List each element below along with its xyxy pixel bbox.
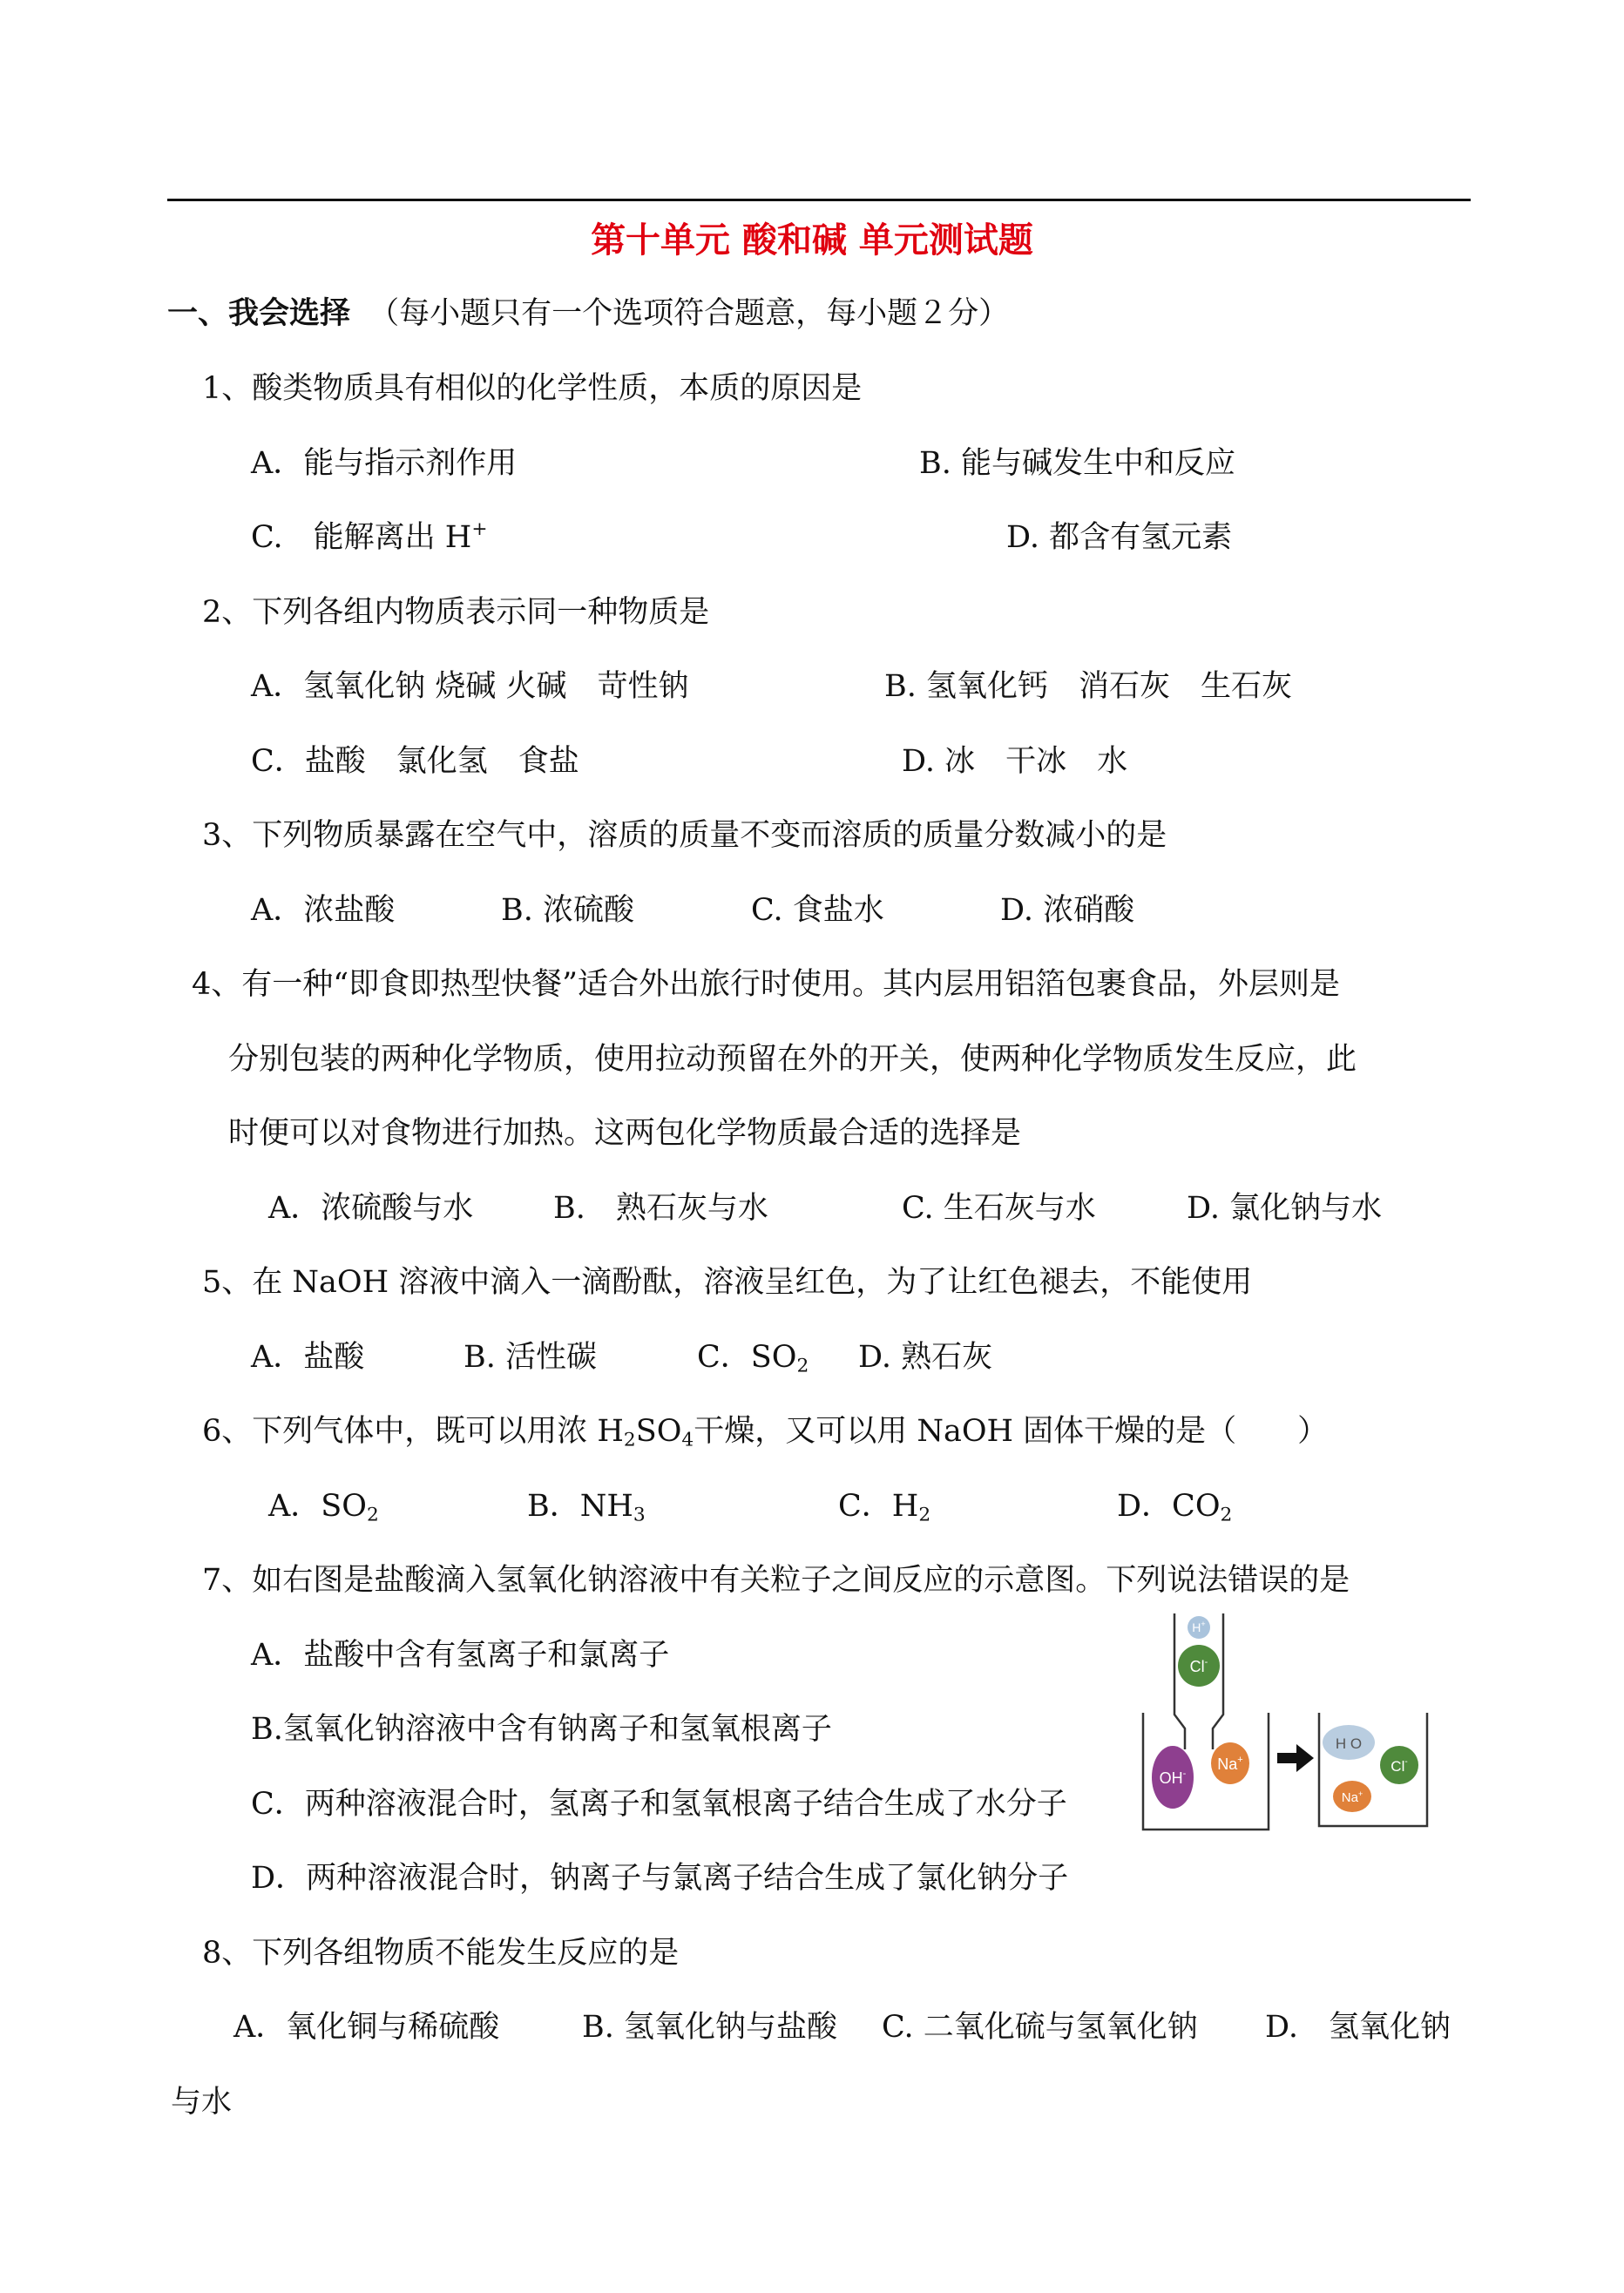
- question-7-option-c: C．两种溶液混合时，氢离子和氢氧根离子结合生成了水分子: [251, 1787, 1067, 1822]
- question-1-option-d: D. 都含有氢元素: [1006, 520, 1233, 555]
- question-1-option-b: B. 能与碱发生中和反应: [919, 446, 1235, 481]
- question-6-option-b: B．$NH_3$: [527, 1489, 646, 1526]
- question-5-option-c: C．$SO_2$: [697, 1340, 809, 1377]
- question-6-option-c: C．$H_2$: [838, 1489, 931, 1526]
- question-4-option-c: C. 生石灰与水: [902, 1191, 1096, 1226]
- question-2-option-c: C．盐酸 氯化氢 食盐: [251, 744, 579, 779]
- question-4-option-a: A．浓硫酸与水: [268, 1191, 474, 1226]
- svg-text:Cl-: Cl-: [1391, 1757, 1408, 1775]
- water-molecule: [1323, 1725, 1375, 1760]
- reaction-arrow-icon: [1277, 1744, 1314, 1772]
- question-6-option-d: D．$CO_2$: [1117, 1489, 1233, 1526]
- question-3-option-d: D. 浓硝酸: [1000, 893, 1135, 928]
- question-8-option-d-wrap: 与水: [171, 2085, 233, 2120]
- question-8-option-a: A．氧化铜与稀硫酸: [233, 2010, 500, 2045]
- page-title: 第十单元 酸和碱 单元测试题: [591, 220, 1033, 260]
- question-4-stem-line-2: 分别包装的两种化学物质，使用拉动预留在外的开关，使两种化学物质发生反应，此: [228, 1042, 1357, 1077]
- svg-text:OH-: OH-: [1159, 1769, 1187, 1787]
- question-3-stem: 3、下列物质暴露在空气中，溶质的质量不变而溶质的质量分数减小的是: [202, 818, 1167, 853]
- hydrogen-ion: [1188, 1616, 1210, 1639]
- svg-text:Na+: Na+: [1341, 1789, 1363, 1805]
- sodium-ion: [1211, 1742, 1249, 1784]
- svg-text:H O: H O: [1335, 1735, 1363, 1752]
- question-2-option-d: D. 冰 干冰 水: [902, 744, 1128, 779]
- section-heading: [167, 293, 1009, 335]
- chloride-ion-product: [1380, 1746, 1418, 1784]
- svg-text:H+: H+: [1192, 1620, 1206, 1634]
- question-2-option-b: B. 氢氧化钙 消石灰 生石灰: [884, 669, 1292, 704]
- svg-text:Na+: Na+: [1217, 1755, 1243, 1773]
- question-5-option-a: A．盐酸: [251, 1340, 365, 1375]
- hydroxide-ion: [1152, 1746, 1194, 1809]
- question-7-option-d: D．两种溶液混合时，钠离子与氯离子结合生成了氯化钠分子: [251, 1861, 1069, 1896]
- question-1-stem: 1、酸类物质具有相似的化学性质，本质的原因是: [202, 371, 863, 406]
- sodium-ion-product: [1333, 1781, 1371, 1812]
- svg-text:Cl-: Cl-: [1189, 1657, 1208, 1675]
- question-3-option-a: A．浓盐酸: [251, 893, 396, 928]
- question-3-option-b: B. 浓硫酸: [501, 893, 634, 928]
- question-8-stem: 8、下列各组物质不能发生反应的是: [202, 1936, 680, 1971]
- question-1-option-c: C. 能解离出 H+: [251, 517, 488, 555]
- question-6-option-a: A．$SO_2$: [268, 1489, 379, 1526]
- question-7-option-b: B.氢氧化钠溶液中含有钠离子和氢氧根离子: [251, 1712, 832, 1747]
- question-3-option-c: C. 食盐水: [751, 893, 884, 928]
- question-2-option-a: A．氢氧化钠 烧碱 火碱 苛性钠: [251, 669, 689, 704]
- question-5-option-b: B. 活性碳: [464, 1340, 597, 1375]
- question-8-option-d: D. 氢氧化钠: [1265, 2010, 1451, 2045]
- question-8-option-c: C. 二氧化硫与氢氧化钠: [882, 2010, 1198, 2045]
- question-4-stem-line-3: 时便可以对食物进行加热。这两包化学物质最合适的选择是: [228, 1116, 1022, 1151]
- question-7-option-a: A．盐酸中含有氢离子和氯离子: [251, 1638, 670, 1673]
- question-8-option-b: B. 氢氧化钠与盐酸: [582, 2010, 837, 2045]
- superscript-plus: +: [471, 517, 488, 540]
- section-label: 一、我会选择: [167, 296, 351, 331]
- question-2-stem: 2、下列各组内物质表示同一种物质是: [202, 595, 710, 630]
- chloride-ion: [1178, 1645, 1220, 1687]
- question-4-option-b: B. 熟石灰与水: [553, 1191, 768, 1226]
- header-rule: [167, 199, 1471, 201]
- question-1-option-a: A．能与指示剂作用: [251, 446, 518, 481]
- neutralization-diagram: [1140, 1610, 1434, 1836]
- section-note: （每小题只有一个选项符合题意，每小题２分）: [369, 296, 1010, 331]
- question-7-stem: 7、如右图是盐酸滴入氢氧化钠溶液中有关粒子之间反应的示意图。下列说法错误的是: [202, 1563, 1350, 1598]
- question-5-option-d: D. 熟石灰: [858, 1340, 993, 1375]
- question-6-stem: 6、下列气体中，既可以用浓 $H_2SO_4$干燥，又可以用 NaOH 固体干燥的是（ ）: [202, 1414, 1329, 1451]
- question-4-stem-line-1: 4、有一种“即食即热型快餐”适合外出旅行时使用。其内层用铝箔包裹食品，外层则是: [192, 967, 1341, 1002]
- question-5-stem: 5、在 NaOH 溶液中滴入一滴酚酞，溶液呈红色，为了让红色褪去，不能使用: [202, 1265, 1253, 1300]
- question-4-option-d: D. 氯化钠与水: [1187, 1191, 1383, 1226]
